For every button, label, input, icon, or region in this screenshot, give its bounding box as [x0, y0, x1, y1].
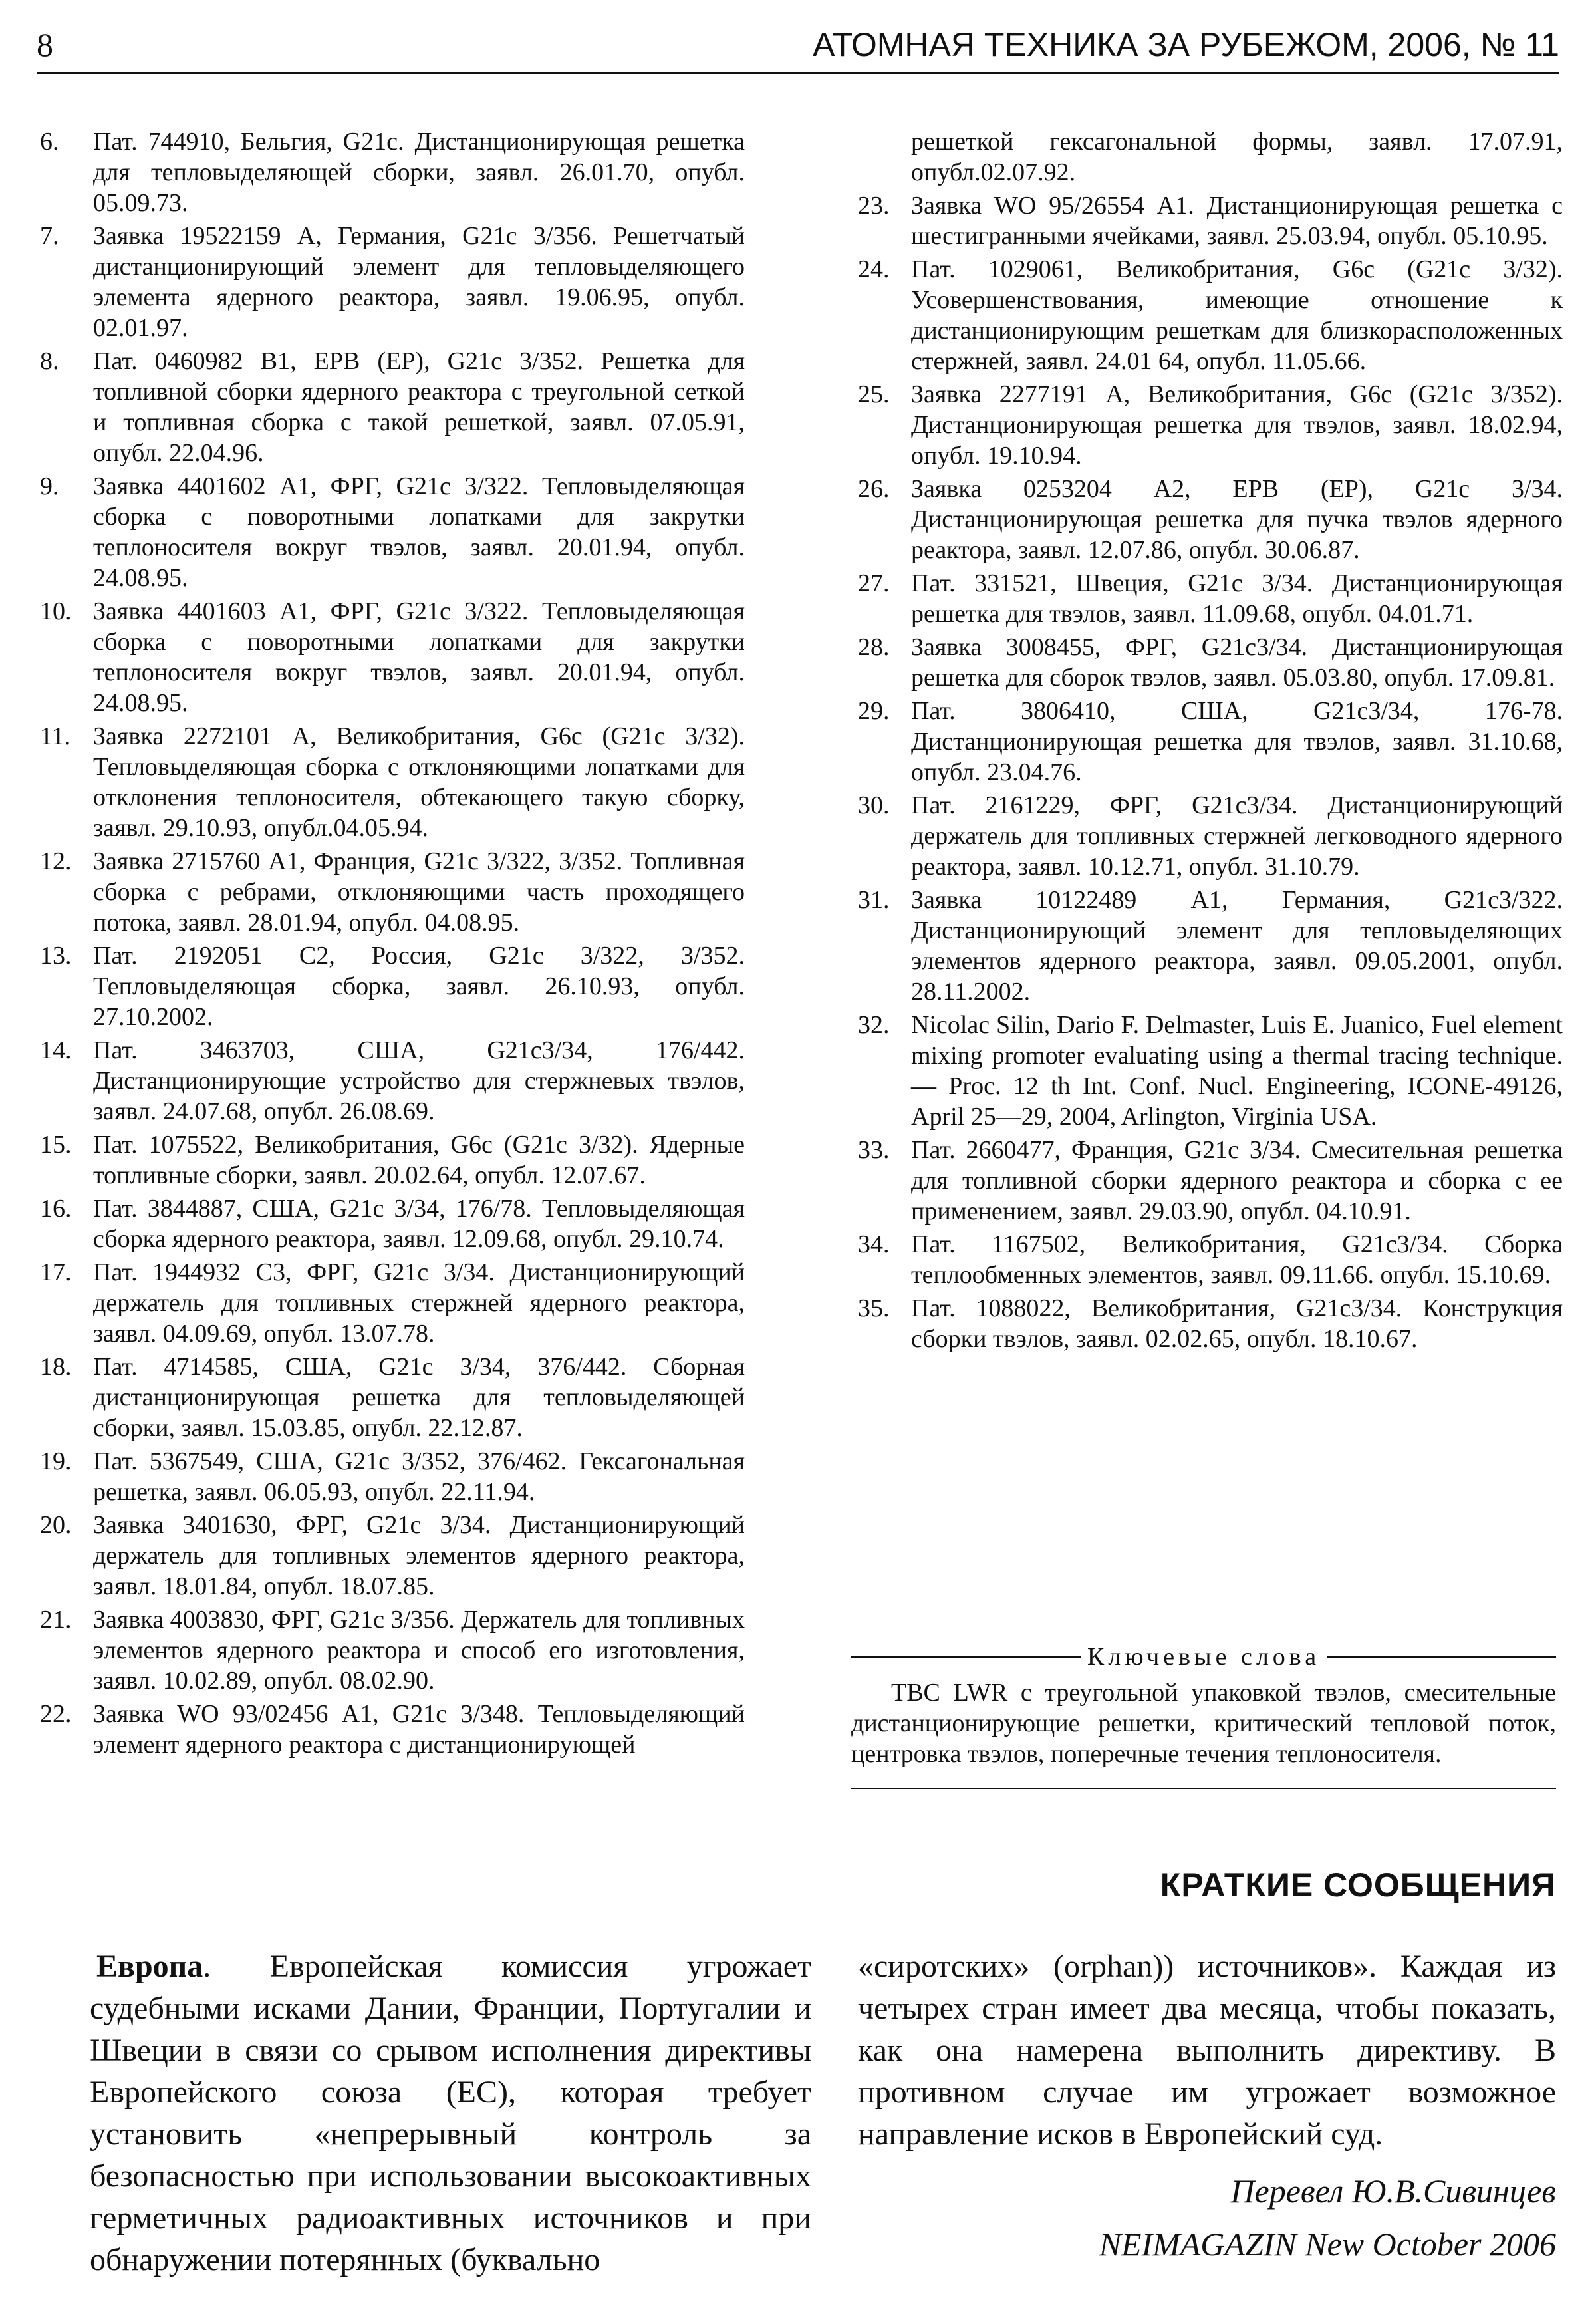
reference-number: 34. — [858, 1230, 890, 1258]
divider — [851, 1656, 1081, 1658]
divider — [1327, 1656, 1556, 1658]
reference-text: Заявка 4003830, ФРГ, G21c 3/356. Держатель для топливных элементов ядерного реактора и способ его изготовления, заявл. 10.02.89, опубл. 08.02.90. — [93, 1606, 745, 1695]
reference-item — [40, 1257, 745, 1349]
reference-number: 11. — [40, 722, 71, 750]
reference-item — [40, 1446, 745, 1507]
reference-text: Пат. 2660477, Франция, G21c 3/34. Смесительная решетка для топливной сборки ядерного реактора и сборка с ее применением, заявл. 29.03.90, опубл. 04.10.91. — [911, 1136, 1563, 1225]
reference-item — [858, 696, 1563, 788]
keywords-heading — [851, 1642, 1556, 1672]
reference-item — [858, 1229, 1563, 1290]
reference-number: 21. — [40, 1606, 72, 1634]
reference-text: Заявка 3008455, ФРГ, G21c3/34. Дистанционирующая решетка для сборок твэлов, заявл. 05.03.80, опубл. 17.09.81. — [911, 633, 1563, 692]
reference-item — [858, 1010, 1563, 1132]
news-lead: Европа — [96, 1949, 203, 1984]
reference-number: 7. — [40, 222, 59, 250]
divider — [851, 1788, 1556, 1789]
reference-item — [40, 1699, 745, 1760]
reference-item — [40, 1510, 745, 1602]
reference-number: 14. — [40, 1036, 72, 1064]
reference-number: 23. — [858, 192, 890, 219]
keywords-box — [851, 1642, 1556, 1789]
reference-text: Пат. 331521, Швеция, G21c 3/34. Дистанционирующая решетка для твэлов, заявл. 11.09.68, опубл. 04.01.71. — [911, 569, 1563, 628]
page-number: 8 — [37, 26, 53, 63]
reference-number: 9. — [40, 472, 59, 500]
reference-text: Пат. 1167502, Великобритания, G21c3/34. Сборка теплообменных элементов, заявл. 09.11.66. опубл. 15.10.69. — [911, 1230, 1563, 1289]
reference-item — [858, 474, 1563, 565]
reference-item — [40, 126, 745, 218]
reference-item — [858, 1135, 1563, 1227]
reference-number: 24. — [858, 255, 890, 283]
reference-number: 13. — [40, 942, 72, 970]
reference-text: Заявка 2272101 А, Великобритания, G6c (G21c 3/32). Тепловыделяющая сборка с отклоняющими лопатками для отклонения теплоносителя, обтекающего такую сборку, заявл. 29.10.93, опубл.04.05.94. — [93, 722, 745, 842]
reference-number: 8. — [40, 347, 59, 375]
reference-text: Заявка 3401630, ФРГ, G21c 3/34. Дистанционирующий держатель для топливных элементов ядерного реактора, заявл. 18.01.84, опубл. 18.07.85. — [93, 1511, 745, 1600]
reference-text: Заявка WO 93/02456 А1, G21c 3/348. Тепловыделяющий элемент ядерного реактора с дистанционирующей — [93, 1700, 745, 1759]
reference-text: Заявка WO 95/26554 А1. Дистанционирующая решетка с шестигранными ячейками, заявл. 25.03.94, опубл. 05.10.95. — [911, 192, 1563, 250]
reference-number: 17. — [40, 1258, 72, 1286]
reference-text: Пат. 3463703, США, G21c3/34, 176/442. Дистанционирующие устройство для стержневых твэлов, заявл. 24.07.68, опубл. 26.08.69. — [93, 1036, 745, 1125]
reference-item — [858, 790, 1563, 882]
news-text: . Европейская комиссия угрожает судебными исками Дании, Франции, Португалии и Швеции в связи со срывом исполнения директивы Европейского союза (ЕС), которая требует установить «непрерывный контроль за безопасностью при использовании высокоактивных герметичных радиоактивных источников и при обнаружении потерянных (буквально — [90, 1949, 811, 2277]
reference-text: Nicolac Silin, Dario F. Delmaster, Luis E. Juanico, Fuel element mixing promoter evaluating using a thermal tracing technique. — Proc. 12 th Int. Conf. Nucl. Engineering, ICONE-49126, April 25—29, 2004, Arlington, Virginia USA. — [911, 1011, 1563, 1131]
reference-number: 22. — [40, 1700, 72, 1728]
reference-number: 31. — [858, 886, 890, 914]
reference-item — [858, 568, 1563, 629]
reference-item — [40, 346, 745, 468]
reference-text: Заявка 0253204 А2, ЕРВ (ЕР), G21c 3/34. Дистанционирующая решетка для пучка твэлов ядерного реактора, заявл. 12.07.86, опубл. 30.06.87. — [911, 475, 1563, 564]
reference-text: Пат. 3844887, США, G21c 3/34, 176/78. Тепловыделяющая сборка ядерного реактора, заявл. 12.09.68, опубл. 29.10.74. — [93, 1195, 745, 1253]
reference-number: 18. — [40, 1353, 72, 1381]
journal-title: АТОМНАЯ ТЕХНИКА ЗА РУБЕЖОМ, 2006, № 11 — [813, 26, 1559, 63]
reference-item — [858, 1293, 1563, 1354]
page-header — [37, 19, 1559, 74]
news-left-column — [90, 1946, 811, 2281]
reference-number: 32. — [858, 1011, 890, 1039]
news-right-column — [858, 1946, 1556, 2155]
reference-item — [40, 1604, 745, 1696]
reference-text: Пат. 1088022, Великобритания, G21c3/34. Конструкция сборки твэлов, заявл. 02.02.65, опубл. 18.10.67. — [911, 1294, 1563, 1353]
reference-item — [858, 885, 1563, 1007]
reference-item — [858, 379, 1563, 471]
reference-text: Пат. 1075522, Великобритания, G6c (G21c 3/32). Ядерные топливные сборки, заявл. 20.02.64, опубл. 12.07.67. — [93, 1131, 745, 1189]
translator-credit: Перевел Ю.В.Сивинцев — [1230, 2172, 1556, 2210]
reference-number: 12. — [40, 847, 72, 875]
news-text: «сиротских» (orphan)) источников». Каждая из четырех стран имеет два месяца, чтобы показать, как она намерена выполнить директиву. В противном случае им угрожает возможное направление исков в Европейский суд. — [858, 1949, 1556, 2152]
reference-number: 26. — [858, 475, 890, 503]
reference-text: Заявка 19522159 А, Германия, G21c 3/356. Решетчатый дистанционирующий элемент для тепловыделяющего элемента ядерного реактора, заявл. 19.06.95, опубл. 02.01.97. — [93, 222, 745, 342]
reference-text: Пат. 2192051 С2, Россия, G21c 3/322, 3/352. Тепловыделяющая сборка, заявл. 26.10.93, опубл. 27.10.2002. — [93, 942, 745, 1031]
reference-number: 6. — [40, 128, 59, 156]
reference-item — [858, 632, 1563, 693]
reference-text: Заявка 4401602 А1, ФРГ, G21c 3/322. Тепловыделяющая сборка с поворотными лопатками для закрутки теплоносителя вокруг твэлов, заявл. 20.01.94, опубл. 24.08.95. — [93, 472, 745, 592]
reference-text: Заявка 10122489 А1, Германия, G21c3/322. Дистанционирующий элемент для тепловыделяющих элементов ядерного реактора, заявл. 09.05.2001, опубл. 28.11.2002. — [911, 886, 1563, 1006]
reference-item — [40, 1193, 745, 1254]
reference-text: Заявка 2277191 А, Великобритания, G6c (G21c 3/352). Дистанционирующая решетка для твэлов, заявл. 18.02.94, опубл. 19.10.94. — [911, 380, 1563, 470]
references-right-column — [858, 126, 1563, 1357]
reference-text: Пат. 744910, Бельгия, G21c. Дистанционирующая решетка для тепловыделяющей сборки, заявл. 26.01.70, опубл. 05.09.73. — [93, 128, 745, 217]
reference-item — [40, 846, 745, 938]
reference-text: Пат. 1944932 С3, ФРГ, G21c 3/34. Дистанционирующий держатель для топливных стержней ядерного реактора, заявл. 04.09.69, опубл. 13.07.78. — [93, 1258, 745, 1348]
reference-number: 30. — [858, 792, 890, 819]
reference-item — [40, 1129, 745, 1191]
reference-text: Заявка 2715760 А1, Франция, G21c 3/322, 3/352. Топливная сборка с ребрами, отклоняющими часть проходящего потока, заявл. 28.01.94, опубл. 04.08.95. — [93, 847, 745, 937]
reference-number: 33. — [858, 1136, 890, 1164]
source-credit: NEIMAGAZIN New October 2006 — [1099, 2226, 1556, 2263]
reference-item — [40, 940, 745, 1032]
reference-number: 16. — [40, 1195, 72, 1223]
reference-text: Пат. 3806410, США, G21c3/34, 176-78. Дистанционирующая решетка для твэлов, заявл. 31.10.68, опубл. 23.04.76. — [911, 697, 1563, 786]
reference-number: 27. — [858, 569, 890, 597]
reference-item — [40, 721, 745, 843]
keywords-text: ТВС LWR с треугольной упаковкой твэлов, смесительные дистанционирующие решетки, критический тепловой поток, центровка твэлов, поперечные течения теплоносителя. — [851, 1679, 1556, 1768]
reference-text: Пат. 1029061, Великобритания, G6c (G21c 3/32). Усовершенствования, имеющие отношение к дистанционирующим решеткам для близкорасположенных стержней, заявл. 24.01 64, опубл. 11.05.66. — [911, 255, 1563, 375]
reference-item — [858, 254, 1563, 376]
reference-number: 28. — [858, 633, 890, 661]
references-left-column — [40, 126, 745, 1763]
reference-item — [40, 1352, 745, 1443]
reference-text: Пат. 2161229, ФРГ, G21c3/34. Дистанционирующий держатель для топливных стержней легководного ядерного реактора, заявл. 10.12.71, опубл. 31.10.79. — [911, 792, 1563, 881]
reference-number: 10. — [40, 597, 72, 625]
reference-item — [40, 1035, 745, 1127]
reference-number: 20. — [40, 1511, 72, 1539]
reference-continuation — [858, 126, 1563, 188]
reference-text: Заявка 4401603 А1, ФРГ, G21c 3/322. Тепловыделяющая сборка с поворотными лопатками для закрутки теплоносителя вокруг твэлов, заявл. 20.01.94, опубл. 24.08.95. — [93, 597, 745, 717]
reference-number: 29. — [858, 697, 890, 725]
reference-text: Пат. 5367549, США, G21c 3/352, 376/462. Гексагональная решетка, заявл. 06.05.93, опубл. 22.11.94. — [93, 1447, 745, 1506]
keywords-title: Ключевые слова — [1087, 1643, 1321, 1671]
reference-number: 15. — [40, 1131, 72, 1159]
reference-item — [40, 221, 745, 343]
reference-number: 35. — [858, 1294, 890, 1322]
reference-number: 25. — [858, 380, 890, 408]
reference-item — [858, 190, 1563, 251]
reference-text: решеткой гексагональной формы, заявл. 17.07.91, опубл.02.07.92. — [911, 128, 1563, 186]
reference-item — [40, 471, 745, 593]
reference-text: Пат. 0460982 В1, ЕРВ (ЕР), G21c 3/352. Решетка для топливной сборки ядерного реактора с треугольной сеткой и топливная сборка с такой решеткой, заявл. 07.05.91, опубл. 22.04.96. — [93, 347, 745, 467]
section-title: КРАТКИЕ СООБЩЕНИЯ — [1160, 1866, 1556, 1904]
reference-item — [40, 596, 745, 718]
reference-text: Пат. 4714585, США, G21c 3/34, 376/442. Сборная дистанционирующая решетка для тепловыделяющей сборки, заявл. 15.03.85, опубл. 22.12.87. — [93, 1353, 745, 1442]
reference-number: 19. — [40, 1447, 72, 1475]
